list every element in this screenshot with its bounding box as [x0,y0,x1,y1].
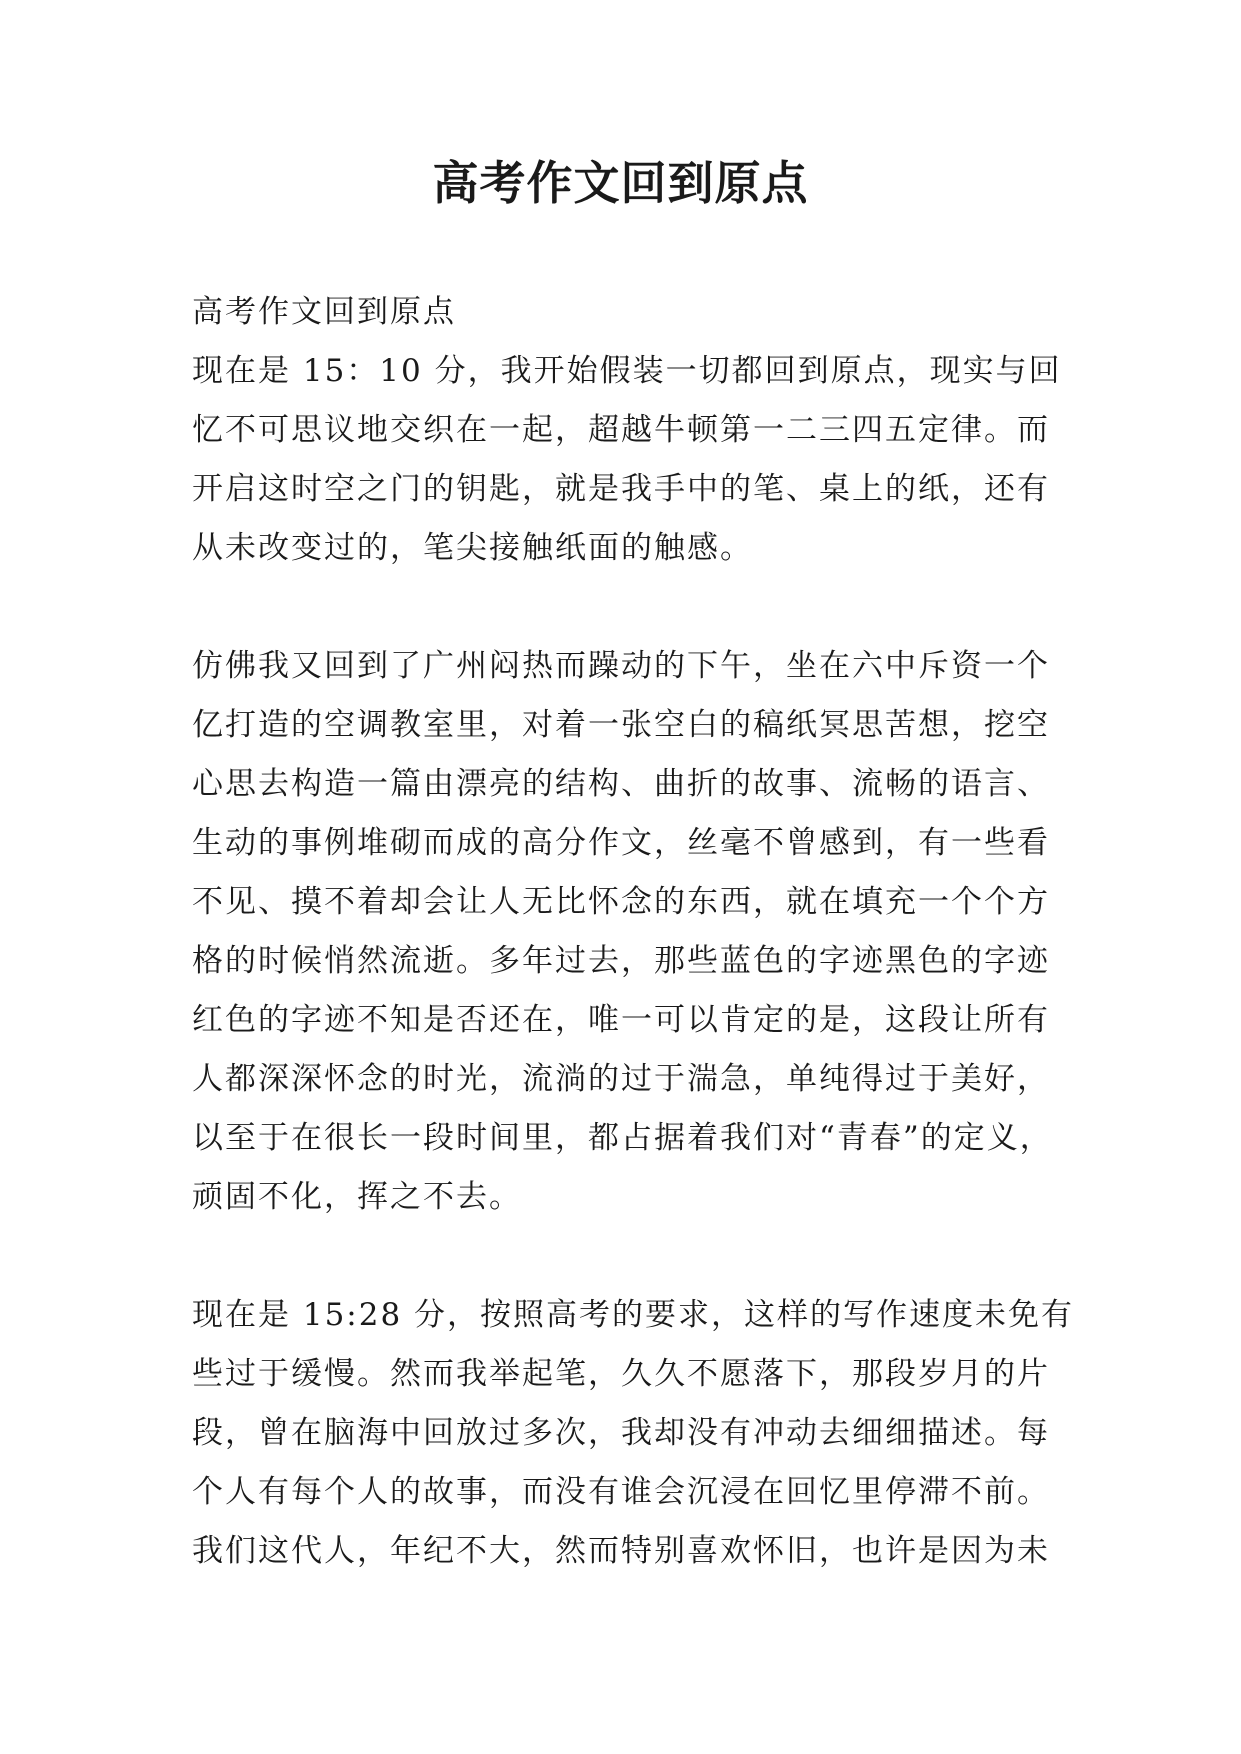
paragraph-1 [192,342,1072,578]
document-subtitle: 高考作文回到原点 [192,294,456,330]
paragraph-line: 以至于在很长一段时间里，都占据着我们对“青春”的定义， [192,1120,1053,1156]
paragraph-line: 亿打造的空调教室里，对着一张空白的稿纸冥思苦想，挖空 [192,707,1050,743]
paragraph-line: 个人有每个人的故事，而没有谁会沉浸在回忆里停滞不前。 [192,1474,1050,1510]
paragraph-line: 现在是 15：10 分，我开始假装一切都回到原点，现实与回 [192,353,1062,389]
paragraph-line: 仿佛我又回到了广州闷热而躁动的下午，坐在六中斥资一个 [192,648,1050,684]
paragraph-line: 红色的字迹不知是否还在，唯一可以肯定的是，这段让所有 [192,1002,1050,1038]
paragraph-line: 现在是 15:28 分，按照高考的要求，这样的写作速度未免有 [192,1297,1075,1333]
paragraph-line: 心思去构造一篇由漂亮的结构、曲折的故事、流畅的语言、 [192,766,1050,802]
paragraph-line: 不见、摸不着却会让人无比怀念的东西，就在填充一个个方 [192,884,1050,920]
paragraph-line: 格的时候悄然流逝。多年过去，那些蓝色的字迹黑色的字迹 [192,943,1050,979]
paragraph-spacer [192,578,1072,637]
paragraph-line: 顽固不化，挥之不去。 [192,1179,522,1215]
paragraph-line: 些过于缓慢。然而我举起笔，久久不愿落下，那段岁月的片 [192,1356,1050,1392]
paragraph-line: 生动的事例堆砌而成的高分作文，丝毫不曾感到，有一些看 [192,825,1050,861]
paragraph-2 [192,637,1072,1227]
paragraph-line: 段，曾在脑海中回放过多次，我却没有冲动去细细描述。每 [192,1415,1050,1451]
document-body [192,283,1075,1581]
paragraph-3 [192,1286,1075,1581]
paragraph-line: 忆不可思议地交织在一起，超越牛顿第一二三四五定律。而 [192,412,1050,448]
paragraph-line: 人都深深怀念的时光，流淌的过于湍急，单纯得过于美好， [192,1061,1050,1097]
page-title: 高考作文回到原点 [432,156,809,210]
paragraph-line: 我们这代人，年纪不大，然而特别喜欢怀旧，也许是因为未 [192,1533,1050,1569]
paragraph-line: 从未改变过的，笔尖接触纸面的触感。 [192,530,753,566]
paragraph-spacer [192,1227,1072,1286]
paragraph-line: 开启这时空之门的钥匙，就是我手中的笔、桌上的纸，还有 [192,471,1050,507]
